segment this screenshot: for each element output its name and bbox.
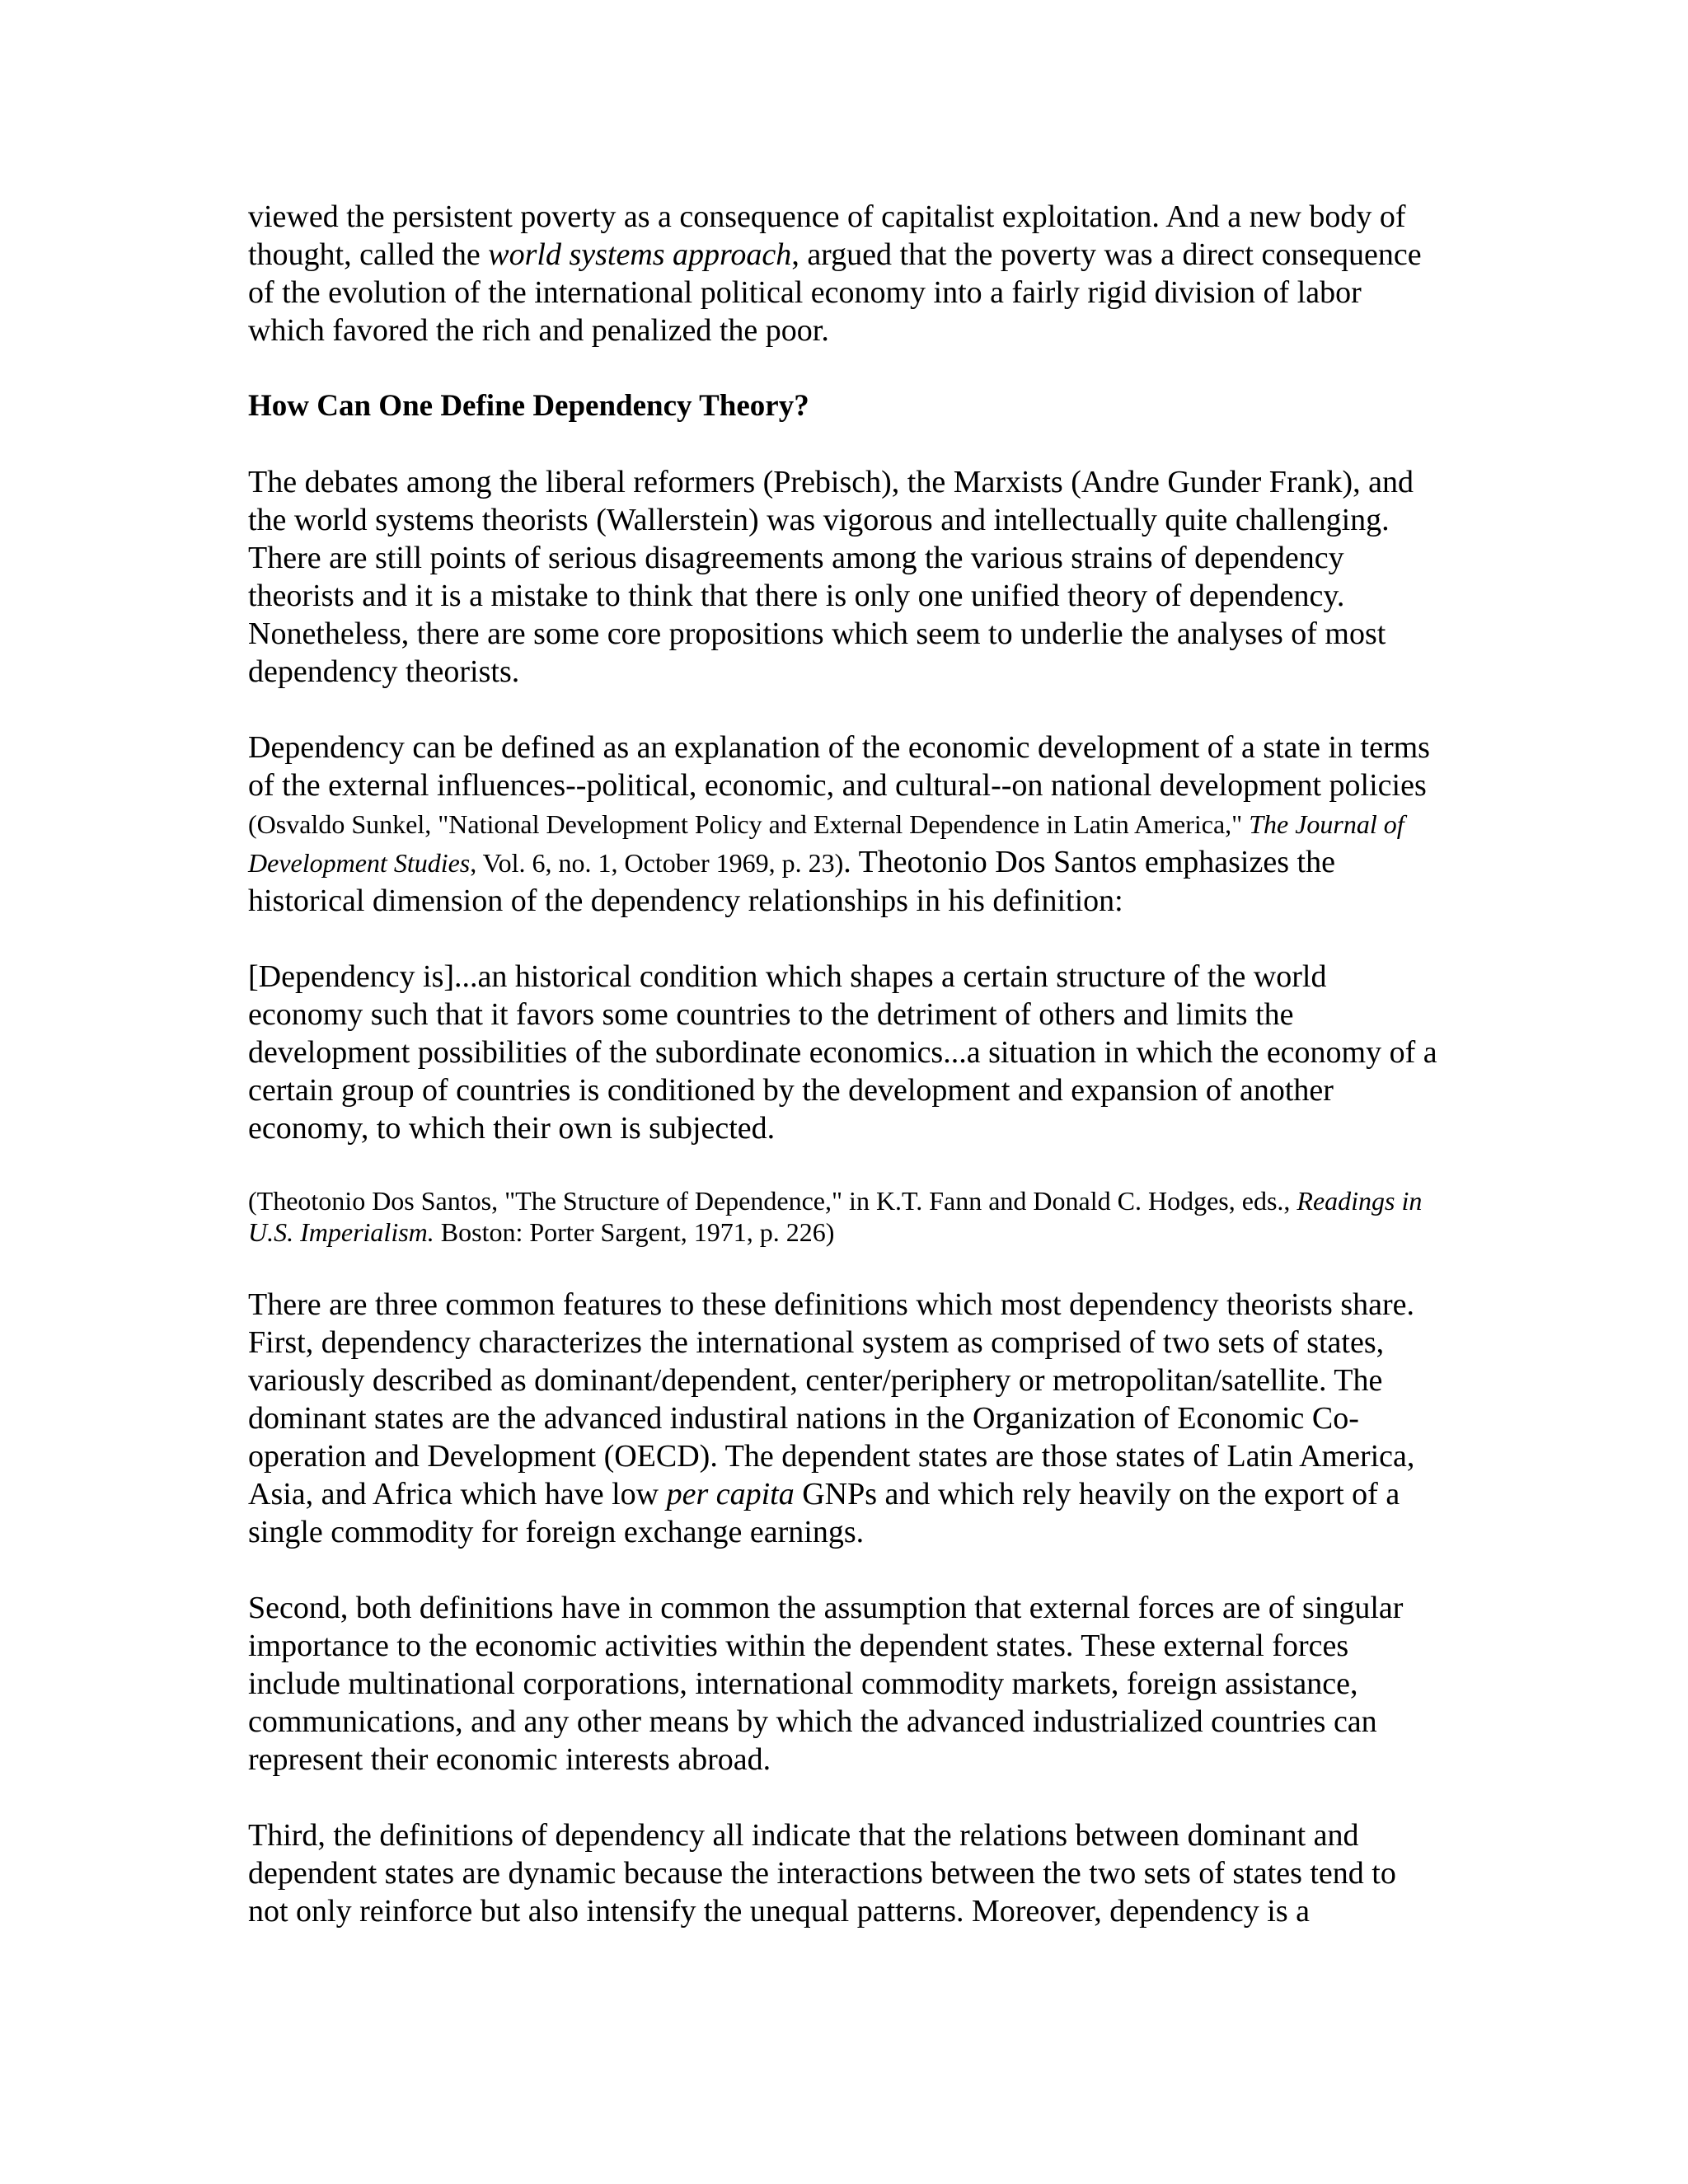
italic-term: world systems approach [488, 237, 792, 272]
paragraph-third-feature: Third, the definitions of dependency all indicate that the relations between dominant and dependent states are dynamic because the interactions between the two sets of states tend to not only reinforce but also intensify the unequal patterns. Moreover, dependency is a [248, 1818, 1396, 1929]
quote-source: (Theotonio Dos Santos, "The Structure of Dependence," in K.T. Fann and Donald C. Hodges, eds., Readings in U.S. Imperialism. Boston: Porter Sargent, 1971, p. 226) [248, 1186, 1423, 1247]
paragraph-second-feature: Second, both definitions have in common the assumption that external forces are of singular importance to the economic activities within the dependent states. These external forces include multinational corporations, international commodity markets, foreign assistance, communications, and any other means by which the advanced industrialized countries can represent their economic interests abroad. [248, 1591, 1404, 1777]
block-quote: [Dependency is]...an historical condition which shapes a certain structure of the world economy such that it favors some countries to the detriment of others and limits the development possibilities of the subordinate economics...a situation in which the economy of a certain group of countries is conditioned by the development and expansion of another economy, to which their own is subjected. [248, 959, 1437, 1146]
section-heading: How Can One Define Dependency Theory? [248, 389, 809, 423]
inline-citation: (Osvaldo Sunkel, "National Development Policy and External Dependence in Latin America," The Journal of Development Studies, Vol. 6, no. 1, October 1969, p. 23) [248, 809, 1404, 878]
paragraph-first-feature: There are three common features to these definitions which most dependency theorists share. First, dependency characterizes the international system as comprised of two sets of states, variously described as dominant/dependent, center/periphery or metropolitan/satellite. The dominant states are the advanced industiral nations in the Organization of Economic Co-operation and Development (OECD). The dependent states are those states of Latin America, Asia, and Africa which have low per capita GNPs and which rely heavily on the export of a single commodity for foreign exchange earnings. [248, 1287, 1415, 1549]
paragraph-world-systems: viewed the persistent poverty as a consequence of capitalist exploitation. And a new body of thought, called the world systems approach, argued that the poverty was a direct consequence of the evolution of the international political economy into a fairly rigid division of labor which favored the rich and penalized the poor. [248, 199, 1422, 348]
paragraph-debates: The debates among the liberal reformers (Prebisch), the Marxists (Andre Gunder Frank), and the world systems theorists (Wallerstein) was vigorous and intellectually quite challenging. There are still points of serious disagreements among the various strains of dependency theorists and it is a mistake to think that there is only one unified theory of dependency. Nonetheless, there are some core propositions which seem to underlie the analyses of most dependency theorists. [248, 465, 1414, 689]
text-column [248, 198, 1443, 1968]
paragraph-definition: Dependency can be defined as an explanation of the economic development of a state in terms of the external influences--political, economic, and cultural--on national development policies (Osvaldo Sunkel, "National Development Policy and External Dependence in Latin America," The Journal of Development Studies, Vol. 6, no. 1, October 1969, p. 23). Theotonio Dos Santos emphasizes the historical dimension of the dependency relationships in his definition: [248, 730, 1430, 918]
